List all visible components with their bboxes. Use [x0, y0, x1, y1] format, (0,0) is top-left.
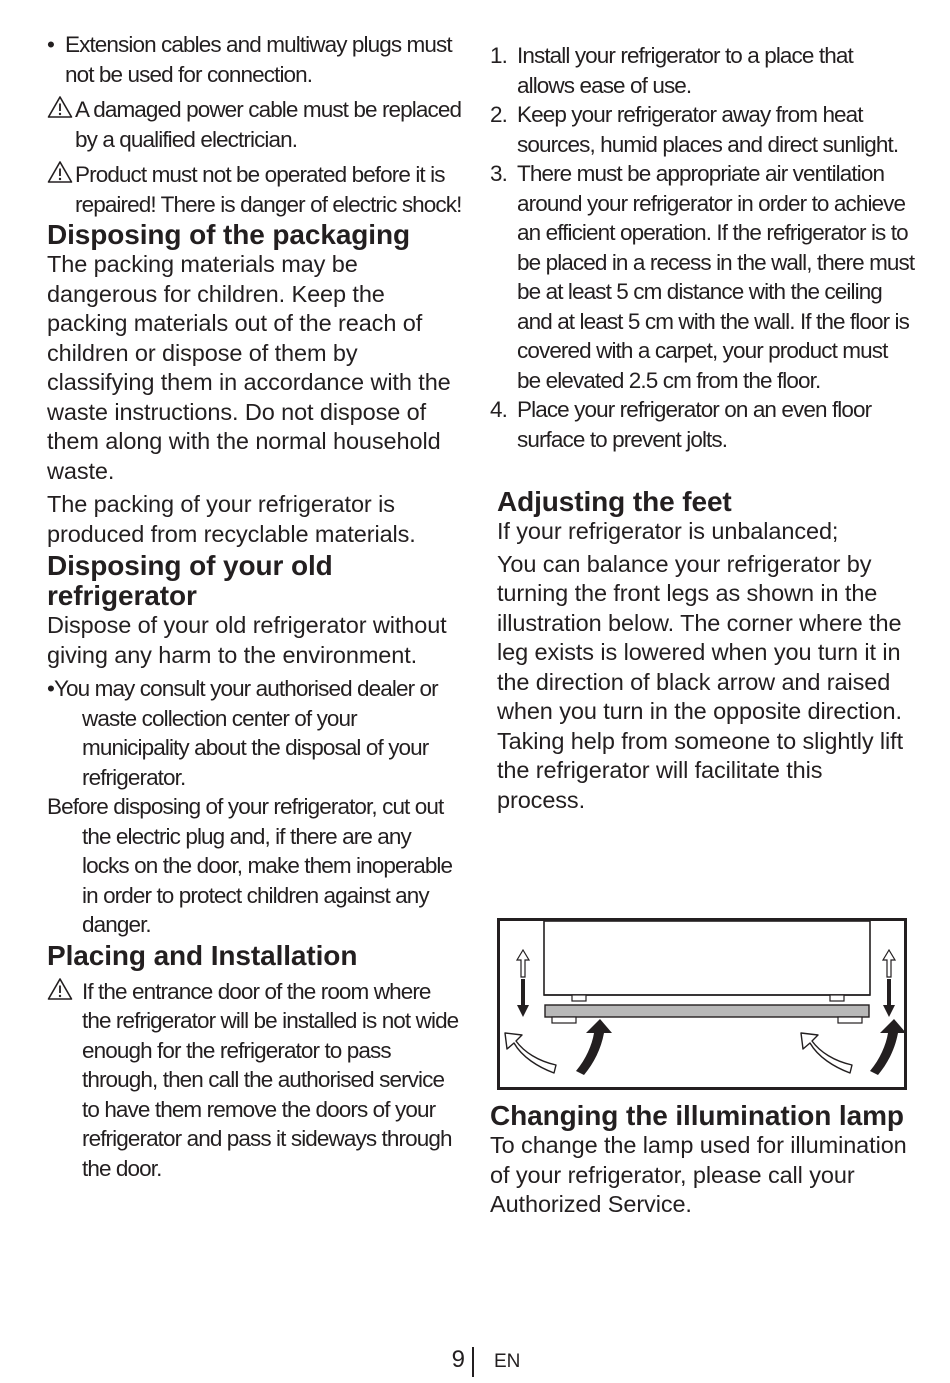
step-number: 3.	[490, 161, 507, 186]
feet-paragraph-1: If your refrigerator is unbalanced;	[497, 518, 839, 544]
before-disposing-paragraph: Before disposing of your refrigerator, cut out the electric plug and, if there are any locks on the door, make them inoperable in order to protect children against any danger.	[47, 794, 453, 937]
rotate-black-arrow-icon	[576, 1019, 612, 1075]
warning-text: A damaged power cable must be replaced by a qualified electrician.	[75, 97, 462, 152]
packaging-paragraph-2: The packing of your refrigerator is produced from recyclable materials.	[47, 491, 416, 547]
left-column	[47, 30, 462, 1183]
step-text: Install your refrigerator to a place that allows ease of use.	[517, 43, 853, 98]
lamp-section	[490, 1101, 915, 1220]
page-footer	[0, 1345, 950, 1377]
step-text: Place your refrigerator on an even floor surface to prevent jolts.	[517, 397, 872, 452]
down-arrow-icon	[883, 979, 895, 1017]
rotate-outline-arrow-icon	[505, 1033, 556, 1073]
warning-icon	[47, 95, 73, 119]
warning-icon	[47, 977, 73, 1001]
down-arrow-icon	[517, 979, 529, 1017]
page-number: 9	[451, 1346, 465, 1373]
language-label: EN	[494, 1351, 521, 1372]
install-step-1	[490, 41, 915, 100]
lamp-paragraph: To change the lamp used for illumination of your refrigerator, please call your Authorized Service.	[490, 1132, 907, 1217]
footer-divider	[472, 1347, 474, 1377]
old-refrigerator-bullet	[47, 674, 462, 792]
warning-item-do-not-operate	[47, 160, 462, 219]
section-heading-placing: Placing and Installation	[47, 939, 358, 971]
warning-text: Product must not be operated before it is repaired! There is danger of electric shock!	[75, 162, 462, 217]
warning-item-damaged-cable	[47, 95, 462, 154]
step-number: 1.	[490, 43, 507, 68]
section-heading-illumination-lamp: Changing the illumination lamp	[490, 1100, 904, 1131]
step-text: There must be appropriate air ventilation around your refrigerator in order to achieve an efficient operation. If the refrigerator is to be placed in a recess in the wall, there must be at least 5 cm distance with the ceiling and at least 5 cm with the wall. If the floor is covered with a carpet, your product must be elevated 2.5 cm from the floor.	[517, 161, 915, 393]
warning-text: Extension cables and multiway plugs must not be used for connection.	[65, 32, 452, 87]
section-heading-packaging: Disposing of the packaging	[47, 219, 410, 250]
bullet-text: You may consult your authorised dealer or waste collection center of your municipality about the disposal of your refrigerator.	[53, 676, 438, 790]
step-number: 2.	[490, 102, 507, 127]
section-heading-adjusting-feet: Adjusting the feet	[497, 486, 732, 517]
right-column	[490, 41, 915, 815]
rotate-black-arrow-icon	[870, 1019, 904, 1075]
refrigerator-feet-diagram	[500, 921, 904, 1087]
bullet-marker: •	[47, 676, 54, 701]
old-refrigerator-intro: Dispose of your old refrigerator without giving any harm to the environment.	[47, 612, 447, 668]
adjusting-feet-illustration	[497, 918, 907, 1090]
bullet-marker: •	[47, 32, 54, 57]
section-heading-old-refrigerator: Disposing of your old refrigerator	[47, 550, 333, 611]
packaging-paragraph-1: The packing materials may be dangerous for children. Keep the packing materials out of the reach of children or dispose of them by classifying them in accordance with the waste instructions. Do not dispose of them along with the normal household waste.	[47, 251, 451, 484]
warning-text: If the entrance door of the room where the refrigerator will be installed is not wide enough for the refrigerator to pass through, then call the authorised service to have them remove the doors of your refrigerator and pass it sideways through the door.	[82, 978, 459, 1181]
adjusting-feet-section	[497, 487, 915, 815]
up-arrow-icon	[883, 950, 895, 977]
install-step-4	[490, 395, 915, 454]
warning-item-extension-cables	[47, 30, 462, 89]
step-number: 4.	[490, 397, 507, 422]
rotate-outline-arrow-icon	[801, 1033, 852, 1073]
placing-warning	[47, 977, 462, 1184]
install-step-3	[490, 159, 915, 395]
step-text: Keep your refrigerator away from heat sources, humid places and direct sunlight.	[517, 102, 899, 157]
warning-icon	[47, 160, 73, 184]
up-arrow-icon	[517, 950, 529, 977]
feet-paragraph-2: You can balance your refrigerator by turning the front legs as shown in the illustration below. The corner where the leg exists is lowered when you turn it in the direction of black arrow and raised when you turn in the opposite direction. Taking help from someone to slightly lift the refrigerator will facilitate this process.	[497, 550, 904, 813]
install-step-2	[490, 100, 915, 159]
